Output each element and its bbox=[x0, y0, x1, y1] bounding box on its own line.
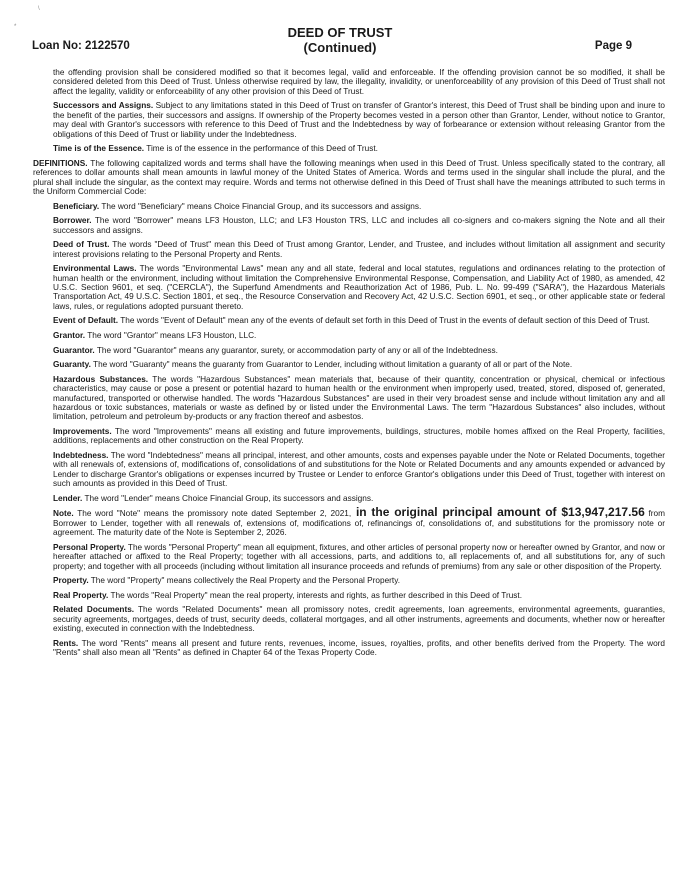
term-label: Property. bbox=[53, 576, 89, 586]
term-text: The words "Environmental Laws" mean any and all state, federal and local statutes, regulations and ordinances relating to the protection of human health or the environment, including without limitation the Comprehensive Environmental Response, Compensation, and Liability Act of 1980, as amended, 42 U.S.C. Section 9601, et seq. ("CERCLA"), the Superfund Amendments and Reauthorization Act of 1986, Pub. L. No. 99-499 ("SARA"), the Hazardous Materials Transportation Act, 49 U.S.C. Section 1801, et seq., the Resource Conservation and Recovery Act, 42 U.S.C. Section 6901, et seq., or other applicable state or federal laws, rules, or regulations adopted pursuant thereto. bbox=[53, 264, 665, 311]
term-text: The words "Related Documents" mean all promissory notes, credit agreements, loan agreements, environmental agreements, guaranties, security agreements, mortgages, deeds of trust, security deeds, collateral mortgages, and all other instruments, agreements and documents, whether now or hereafter existing, executed in connection with the Indebtedness. bbox=[53, 605, 665, 634]
term-label: Indebtedness. bbox=[53, 451, 109, 461]
term-text: The word "Indebtedness" means all principal, interest, and other amounts, costs and expenses payable under the Note or Related Documents, together with all renewals of, extensions of, modifications of, consolidations of and substitutions for the Note or Related Documents and any amounts expended or advanced by Lender to discharge Grantor's obligations or expenses incurred by Trustee or Lender to enforce Grantor's obligations under this Deed of Trust, together with interest on such amounts as provided in this Deed of Trust. bbox=[53, 451, 665, 489]
paragraph-severability-cont: the offending provision shall be considered modified so that it becomes legal, valid and enforceable. If the offending provision cannot be so modified, it shall be considered deleted from this Deed of Trust. Unless otherwise required by law, the illegality, invalidity, or unenforceability of any provision of this Deed of Trust shall not affect the legality, validity or enforceability of any other provision of this Deed of Trust. bbox=[53, 68, 665, 96]
term-text: The word "Borrower" means LF3 Houston, LLC; and LF3 Houston TRS, LLC and includes all co-signers and co-makers signing the Note and all their successors and assigns. bbox=[53, 216, 665, 235]
definition-grantor bbox=[33, 331, 665, 340]
term-label: Environmental Laws. bbox=[53, 264, 137, 274]
term-text: The words "Hazardous Substances" mean materials that, because of their quantity, concentration or physical, chemical or infectious characteristics, may cause or pose a present or potential hazard to human health or the environment when improperly used, treated, stored, disposed of, generated, manufactured, transported or otherwise handled. The words "Hazardous Substances" are used in their very broadest sense and include without limitation any and all hazardous or toxic substances, materials or waste as defined by or listed under the Environmental Laws. The term "Hazardous Substances" also includes, without limitation, petroleum and petroleum by-products or any fraction thereof and asbestos. bbox=[53, 374, 666, 422]
term-text: The words "Event of Default" mean any of the events of default set forth in this Deed of Trust in the events of default section of this Deed of Trust. bbox=[118, 316, 650, 326]
principal-amount: in the original principal amount of $13,947,217.56 bbox=[351, 505, 645, 520]
term-text: Subject to any limitations stated in this Deed of Trust on transfer of Grantor's interest, this Deed of Trust shall be binding upon and inure to the benefit of the parties, their successors and assigns. If ownership of the Property becomes vested in a person other than Grantor, Lender, without notice to Grantor, may deal with Grantor's successors with reference to this Deed of Trust and the Indebtedness by way of forbearance or extension without releasing Grantor from the obligations of this Deed of Trust or liability under the Indebtedness. bbox=[53, 101, 665, 139]
term-text: Time is of the essence in the performance of this Deed of Trust. bbox=[144, 144, 378, 154]
definition-beneficiary bbox=[33, 202, 665, 211]
definition-note bbox=[33, 505, 666, 538]
definition-indebtedness bbox=[33, 451, 665, 489]
paragraph-definitions bbox=[33, 159, 665, 197]
term-text: The word "Note" means the promissory note dated September 2, 2021, bbox=[73, 509, 352, 519]
definition-lender bbox=[33, 494, 665, 503]
term-label: Hazardous Substances. bbox=[53, 374, 149, 384]
definition-related-documents bbox=[33, 605, 665, 633]
paragraph-successors bbox=[33, 101, 665, 139]
term-label: Guaranty. bbox=[53, 360, 91, 370]
term-label: Guarantor. bbox=[53, 345, 95, 355]
scan-mark-top: \ bbox=[38, 6, 40, 12]
definition-environmental-laws bbox=[33, 264, 665, 311]
term-text: The word "Guaranty" means the guaranty from Guarantor to Lender, including without limitation a guaranty of all or part of the Note. bbox=[90, 360, 573, 370]
term-label: Real Property. bbox=[53, 590, 109, 600]
loan-number: Loan No: 2122570 bbox=[32, 40, 130, 52]
definition-real-property bbox=[33, 591, 665, 600]
term-label: Successors and Assigns. bbox=[53, 101, 154, 111]
title-line: DEED OF TRUST bbox=[287, 25, 393, 40]
term-text: The words "Deed of Trust" mean this Deed of Trust among Grantor, Lender, and Trustee, and includes without limitation all assignment and security interest provisions relating to the Personal Property and Rents. bbox=[53, 240, 665, 259]
definition-hazardous-substances bbox=[33, 375, 665, 422]
definition-borrower bbox=[33, 216, 665, 235]
term-label: Related Documents. bbox=[53, 605, 135, 615]
term-label: Beneficiary. bbox=[53, 201, 100, 211]
term-label: Note. bbox=[53, 509, 74, 519]
term-text: The word "Rents" means all present and future rents, revenues, income, issues, royalties, profits, and other benefits derived from the Property. The word "Rents" shall also mean all "Rents" as defined in Chapter 64 of the Texas Property Code. bbox=[53, 638, 665, 658]
document-body bbox=[33, 68, 665, 663]
term-text: The following capitalized words and terms shall have the following meanings when used in this Deed of Trust. Unless specifically stated to the contrary, all references to dollar amounts shall mean amounts in lawful money of the United States of America. Words and terms used in the singular shall include the plural, and the plural shall include the singular, as the context may require. Words and terms not otherwise defined in this Deed of Trust shall have the meanings attributed to such terms in the Uniform Commercial Code: bbox=[33, 158, 665, 197]
definition-improvements bbox=[33, 427, 665, 446]
definition-event-of-default bbox=[33, 316, 665, 325]
term-label: Deed of Trust. bbox=[53, 240, 110, 250]
document-title bbox=[0, 25, 680, 55]
term-label: Improvements. bbox=[53, 427, 112, 437]
definition-rents bbox=[33, 639, 665, 658]
term-text: The words "Real Property" mean the real property, interests and rights, as further described in this Deed of Trust. bbox=[108, 590, 522, 600]
definition-personal-property bbox=[33, 543, 665, 571]
definition-property bbox=[33, 576, 665, 585]
term-label: Event of Default. bbox=[53, 316, 119, 326]
term-label: DEFINITIONS. bbox=[33, 158, 88, 168]
term-text: The word "Grantor" means LF3 Houston, LLC. bbox=[85, 331, 257, 341]
term-text: The word "Property" means collectively the Real Property and the Personal Property. bbox=[88, 576, 401, 586]
page-number: Page 9 bbox=[594, 40, 632, 52]
subtitle-line: (Continued) bbox=[303, 40, 377, 55]
paragraph-time bbox=[33, 144, 665, 153]
scan-mark-left: * bbox=[14, 24, 17, 30]
term-text: The words "Personal Property" mean all equipment, fixtures, and other articles of personal property now or hereafter owned by Grantor, and now or hereafter attached or affixed to the Real Property; together with all accessions, parts, and additions to, all replacements of, and all substitutions for, any of such property; and together with all proceeds (including without limitation all insurance proceeds and refunds of premiums) from any sale or other disposition of the Property. bbox=[53, 542, 666, 571]
definition-guarantor bbox=[33, 346, 665, 355]
term-text: The word "Beneficiary" means Choice Financial Group, and its successors and assigns. bbox=[99, 201, 422, 211]
term-text: The word "Improvements" means all existing and future improvements, buildings, structures, mobile homes affixed on the Real Property, facilities, additions, replacements and other construction on the Real Property. bbox=[53, 427, 665, 446]
definition-deed-of-trust bbox=[33, 240, 665, 259]
definition-guaranty bbox=[33, 360, 665, 369]
term-text: The word "Lender" means Choice Financial Group, its successors and assigns. bbox=[82, 493, 374, 503]
term-label: Grantor. bbox=[53, 331, 86, 341]
term-label: Personal Property. bbox=[53, 542, 126, 552]
term-label: Rents. bbox=[53, 638, 79, 648]
term-text: from Borrower to Lender, together with all renewals of, extensions of, modifications of, refinancings of, consolidations of, and substitutions for the promissory note or agreement. The maturity date of the Note is September 2, 2026. bbox=[53, 509, 666, 538]
term-label: Lender. bbox=[53, 493, 83, 503]
term-label: Time is of the Essence. bbox=[53, 144, 145, 154]
term-label: Borrower. bbox=[53, 216, 92, 226]
term-text: The word "Guarantor" means any guarantor, surety, or accommodation party of any or all of the Indebtedness. bbox=[94, 345, 498, 355]
